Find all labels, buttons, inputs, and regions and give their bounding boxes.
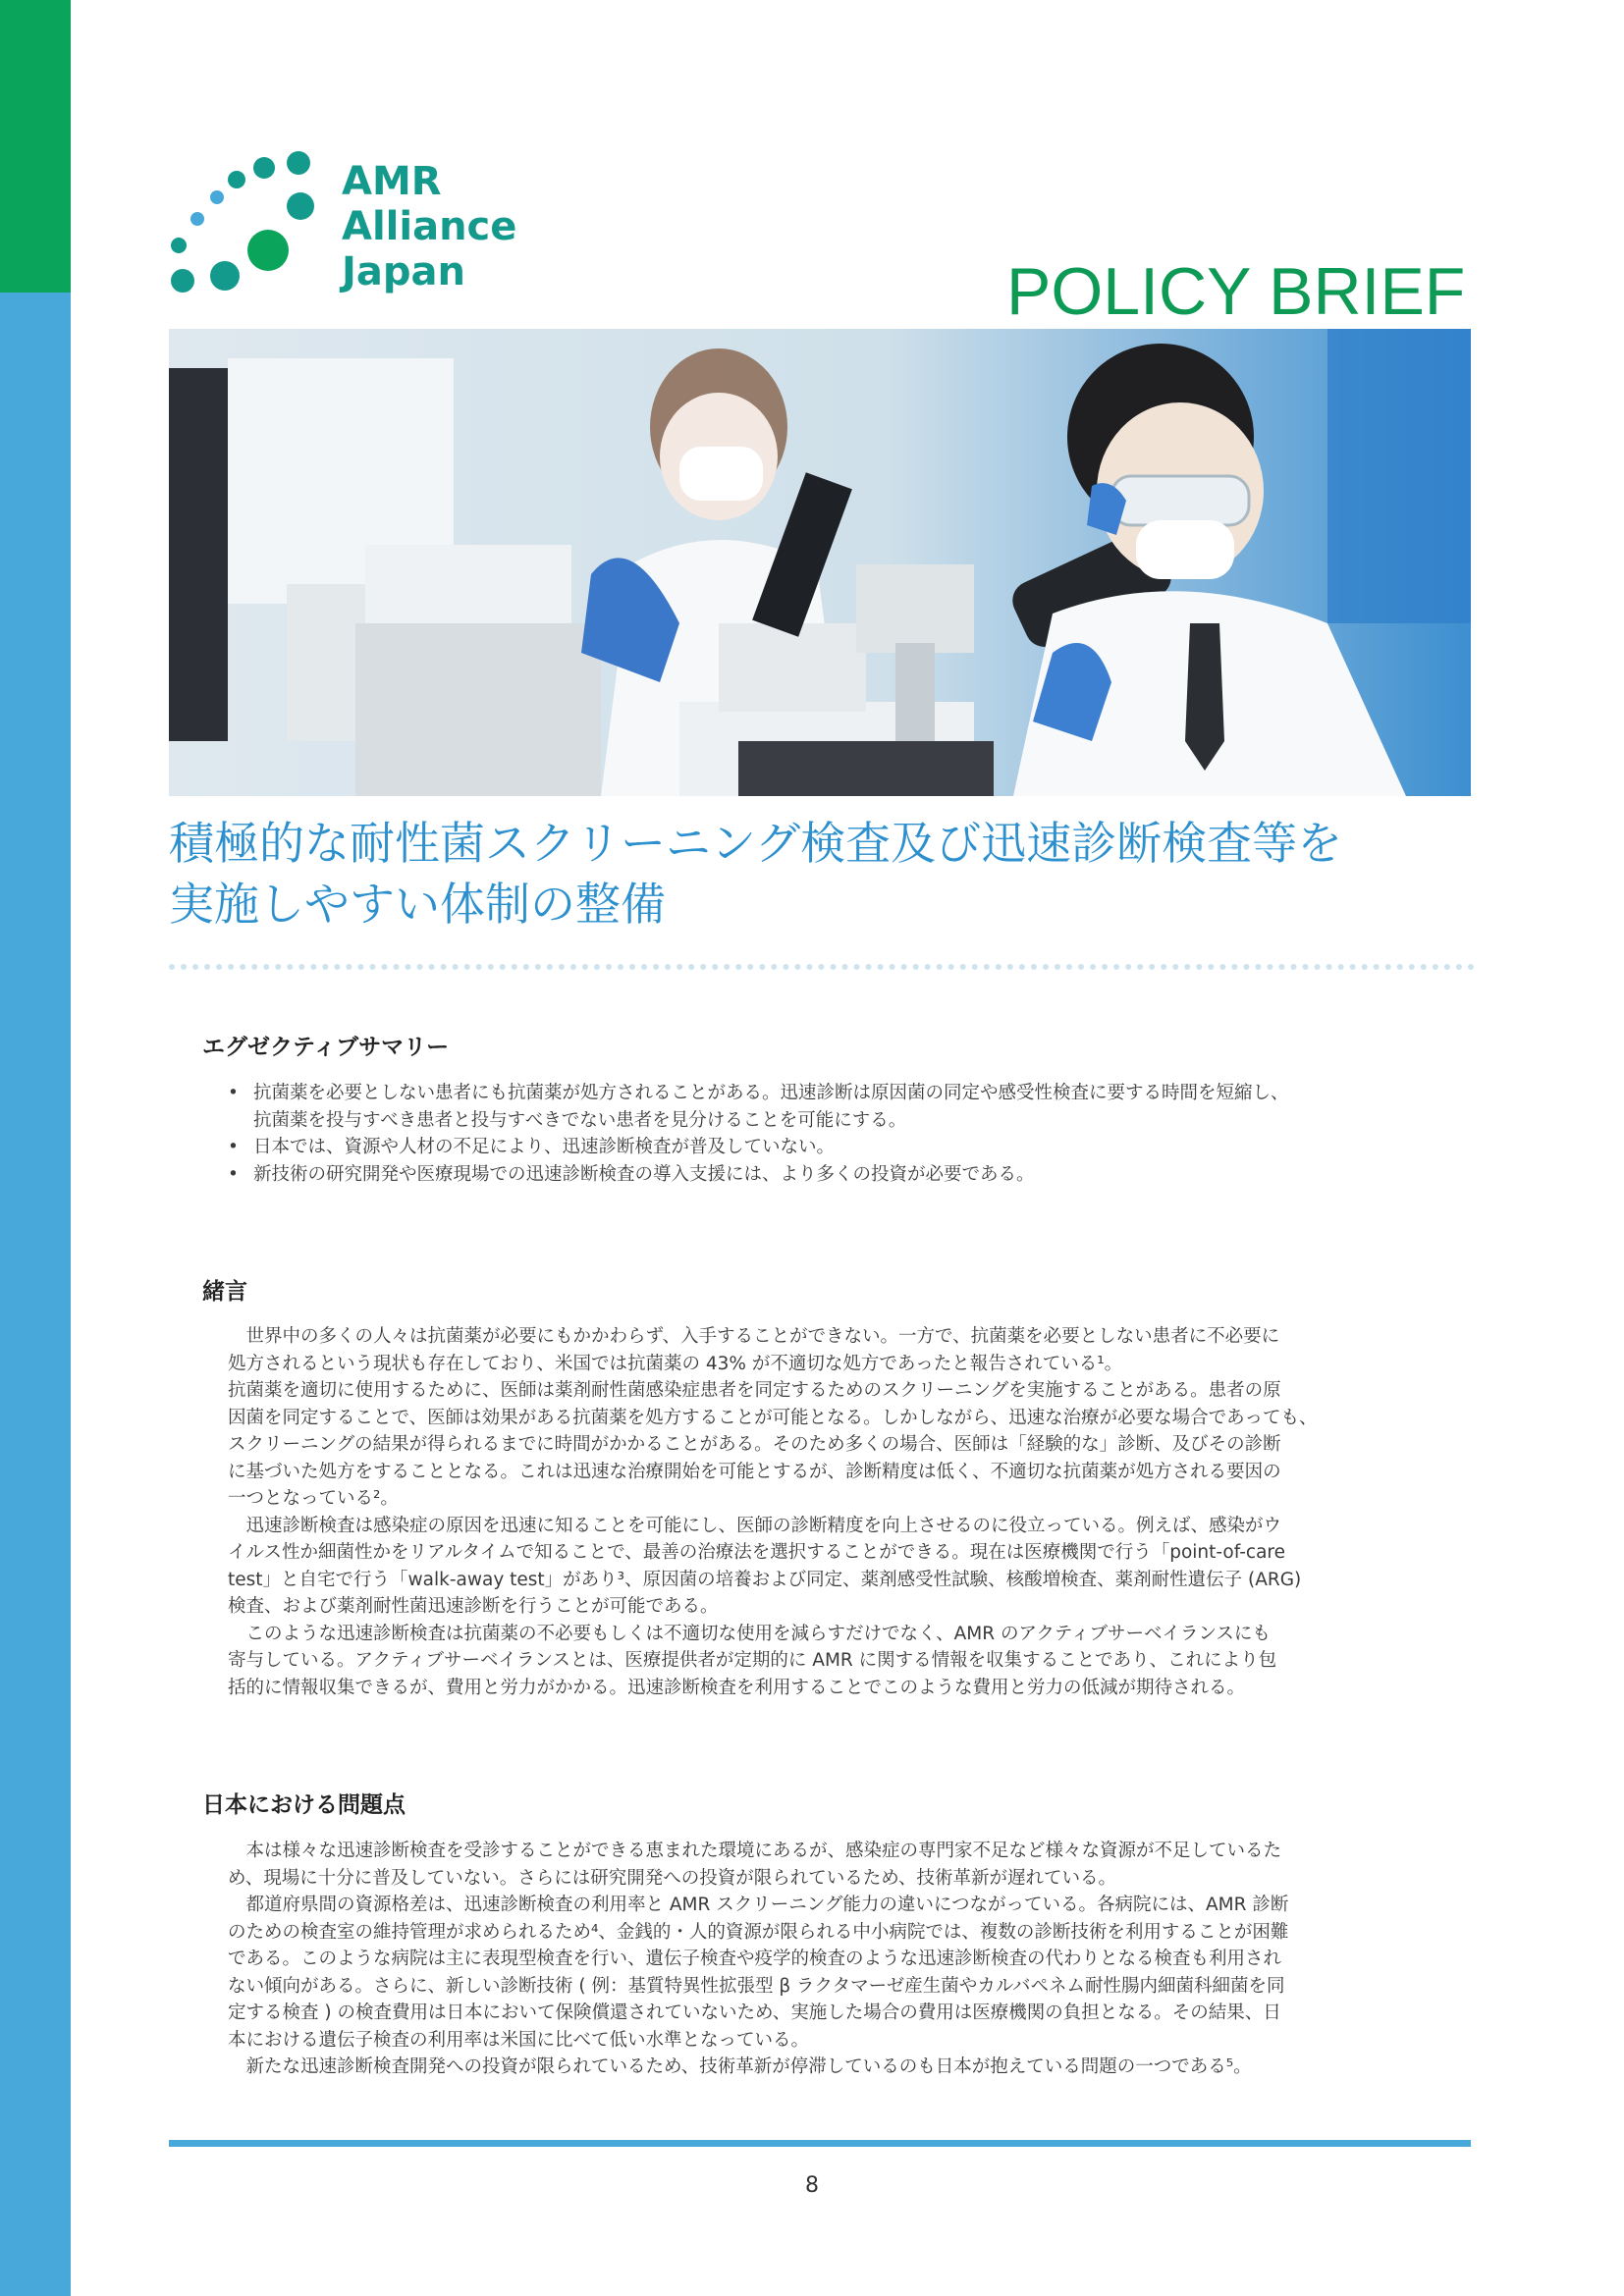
paragraph-line: に基づいた処方をすることとなる。これは迅速な治療開始を可能とするが、診断精度は低く、不適切な抗菌薬が処方される要因の: [228, 1461, 1281, 1482]
paragraph-line: 寄与している。アクティブサーベイランスとは、医療提供者が定期的に AMR に関する情報を収集することであり、これにより包: [228, 1650, 1277, 1671]
logo-wordmark: [342, 159, 516, 294]
page-title-line-1: 積極的な耐性菌スクリーニング検査及び迅速診断検査等を: [169, 817, 1343, 870]
paragraph-line: 因菌を同定することで、医師は効果がある抗菌薬を処方することが可能となる。しかしながら、迅速な治療が必要な場合であっても、: [228, 1407, 1318, 1428]
policy-brief-label: POLICY BRIEF: [1006, 254, 1466, 329]
page-title: [169, 813, 1475, 934]
paragraph-line: 処方されるという現状も存在しており、米国では抗菌薬の 43% が不適切な処方であったと報告されている¹。: [228, 1353, 1123, 1374]
paragraph-line: test」と自宅で行う「walk-away test」があり³、原因菌の培養および同定、薬剤感受性試験、核酸増検査、薬剤耐性遺伝子 (ARG): [228, 1569, 1302, 1590]
paragraph-line: 迅速診断検査は感染症の原因を迅速に知ることを可能にし、医師の診断精度を向上させるのに役立っている。例えば、感染がウ: [228, 1515, 1282, 1536]
lab-researchers-microscope-icon: [169, 329, 1471, 796]
footer-divider: [169, 2140, 1471, 2147]
paragraph-line: 検査、および薬剤耐性菌迅速診断を行うことが可能である。: [228, 1596, 719, 1617]
list-item: [228, 1134, 1475, 1161]
introduction-body: [228, 1323, 1475, 1701]
paragraph-line: 一つとなっている²。: [228, 1488, 399, 1509]
logo-dots-icon: [165, 147, 332, 304]
paragraph-line: 抗菌薬を適切に使用するために、医師は薬剤耐性菌感染症患者を同定するためのスクリーニングを実施することがある。患者の原: [228, 1380, 1281, 1401]
paragraph-line: このような迅速診断検査は抗菌薬の不必要もしくは不適切な使用を減らすだけでなく、AMR のアクティブサーベイランスにも: [228, 1623, 1271, 1644]
issues-in-japan-heading: 日本における問題点: [202, 1792, 406, 1818]
paragraph-line: 本は様々な迅速診断検査を受診することができる恵まれた環境にあるが、感染症の専門家不足など様々な資源が不足しているた: [228, 1841, 1282, 1861]
paragraph-line: 括的に情報収集できるが、費用と労力がかかる。迅速診断検査を利用することでこのような費用と労力の低減が期待される。: [228, 1677, 1246, 1698]
hero-lab-photo: [169, 329, 1471, 796]
paragraph-line: 都道府県間の資源格差は、迅速診断検査の利用率と AMR スクリーニング能力の違いにつながっている。各病院には、AMR 診断: [228, 1895, 1289, 1915]
sidebar-accent-green: [0, 0, 71, 293]
bullet-text: 抗菌薬を投与すべき患者と投与すべきでない患者を見分けることを可能にする。: [253, 1109, 907, 1131]
page-number: 8: [805, 2173, 819, 2198]
executive-summary-heading: エグゼクティブサマリー: [202, 1035, 450, 1060]
logo-line-1: AMR: [342, 159, 442, 204]
page-title-line-2: 実施しやすい体制の整備: [169, 878, 666, 931]
logo-line-3: Japan: [342, 249, 465, 294]
paragraph-line: め、現場に十分に普及していない。さらには研究開発への投資が限られているため、技術革新が遅れている。: [228, 1867, 1117, 1889]
amr-alliance-japan-logo: [165, 147, 518, 304]
paragraph-line: ない傾向がある。さらに、新しい診断技術 ( 例：基質特異性拡張型 β ラクタマーゼ産生菌やカルバペネム耐性腸内細菌科細菌を同: [228, 1975, 1285, 1997]
paragraph-line: イルス性か細菌性かをリアルタイムで知ることで、最善の治療法を選択することができる。現在は医療機関で行う「point-of-care: [228, 1542, 1286, 1563]
bullet-text: • 抗菌薬を必要としない患者にも抗菌薬が処方されることがある。迅速診断は原因菌の同定や感受性検査に要する時間を短縮し、: [253, 1083, 1289, 1103]
paragraph-line: である。このような病院は主に表現型検査を行い、遺伝子検査や疫学的検査のような迅速診断検査の代わりとなる検査も利用され: [228, 1949, 1282, 1969]
paragraph-line: 世界中の多くの人々は抗菌薬が必要にもかかわらず、入手することができない。一方で、抗菌薬を必要としない患者に不必要に: [228, 1326, 1280, 1347]
paragraph-line: 定する検査 ) の検査費用は日本において保険償還されていないため、実施した場合の費用は医療機関の負担となる。その結果、日: [228, 2002, 1281, 2023]
introduction-heading: 緒言: [202, 1279, 247, 1305]
bullet-text: • 新技術の研究開発や医療現場での迅速診断検査の導入支援には、より多くの投資が必要である。: [253, 1163, 1035, 1185]
logo-line-2: Alliance: [342, 204, 517, 249]
executive-summary-list: [228, 1080, 1475, 1188]
paragraph-line: のための検査室の維持管理が求められるため⁴、金銭的・人的資源が限られる中小病院では、複数の診断技術を利用することが困難: [228, 1921, 1289, 1943]
sidebar-accent-blue: [0, 293, 71, 2296]
issues-body: [228, 1838, 1475, 2081]
list-item: [228, 1080, 1475, 1134]
paragraph-line: 本における遺伝子検査の利用率は米国に比べて低い水準となっている。: [228, 2029, 810, 2051]
paragraph-line: 新たな迅速診断検査開発への投資が限られているため、技術革新が停滞しているのも日本が抱えている問題の一つである⁵。: [228, 2056, 1252, 2077]
paragraph-line: スクリーニングの結果が得られるまでに時間がかかることがある。そのため多くの場合、医師は「経験的な」診断、及びその診断: [228, 1434, 1281, 1455]
dotted-divider: [169, 964, 1475, 970]
list-item: [228, 1161, 1475, 1189]
bullet-text: • 日本では、資源や人材の不足により、迅速診断検査が普及していない。: [253, 1137, 836, 1157]
